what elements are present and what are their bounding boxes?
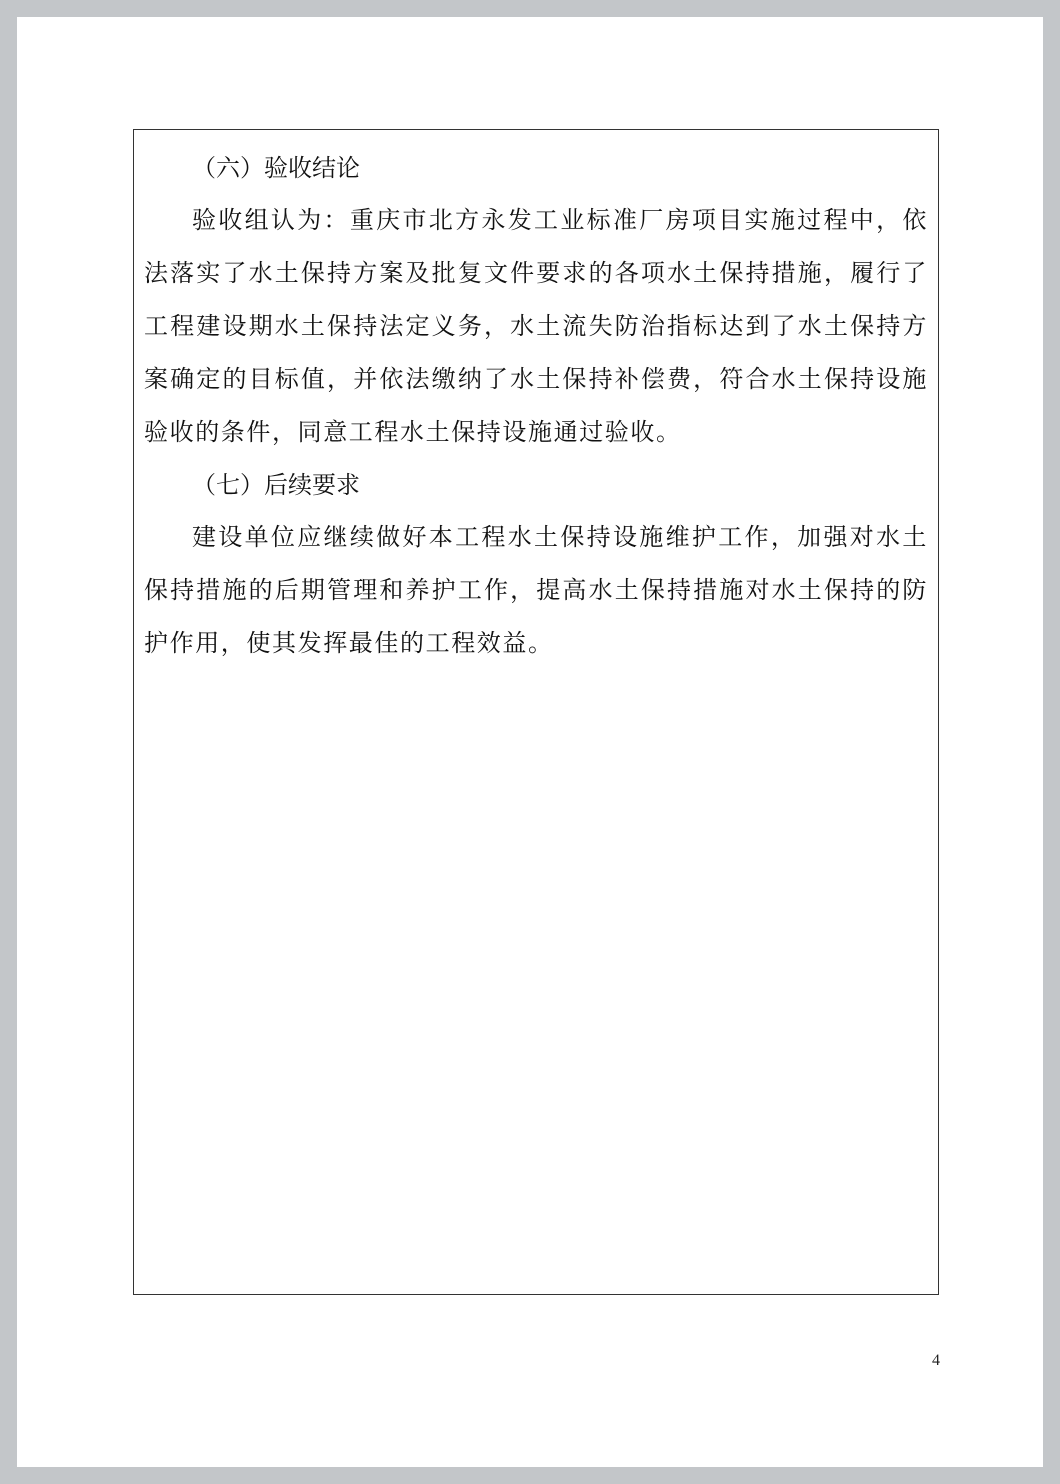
section-seven-paragraph: 建设单位应继续做好本工程水土保持设施维护工作，加强对水土保持措施的后期管理和养护工作，提高水土保持措施对水土保持的防护作用，使其发挥最佳的工程效益。 — [144, 523, 928, 657]
text-block — [144, 142, 928, 670]
document-page — [17, 17, 1043, 1467]
section-seven-heading: （七）后续要求 — [192, 471, 360, 499]
section-six-paragraph: 验收组认为：重庆市北方永发工业标准厂房项目实施过程中，依法落实了水土保持方案及批复文件要求的各项水土保持措施，履行了工程建设期水土保持法定义务，水土流失防治指标达到了水土保持方案确定的目标值，并依法缴纳了水土保持补偿费，符合水土保持设施验收的条件，同意工程水土保持设施通过验收。 — [144, 206, 928, 446]
bordered-content-box — [133, 129, 939, 1295]
page-number: 4 — [932, 1352, 940, 1369]
section-six-heading: （六）验收结论 — [192, 154, 360, 182]
